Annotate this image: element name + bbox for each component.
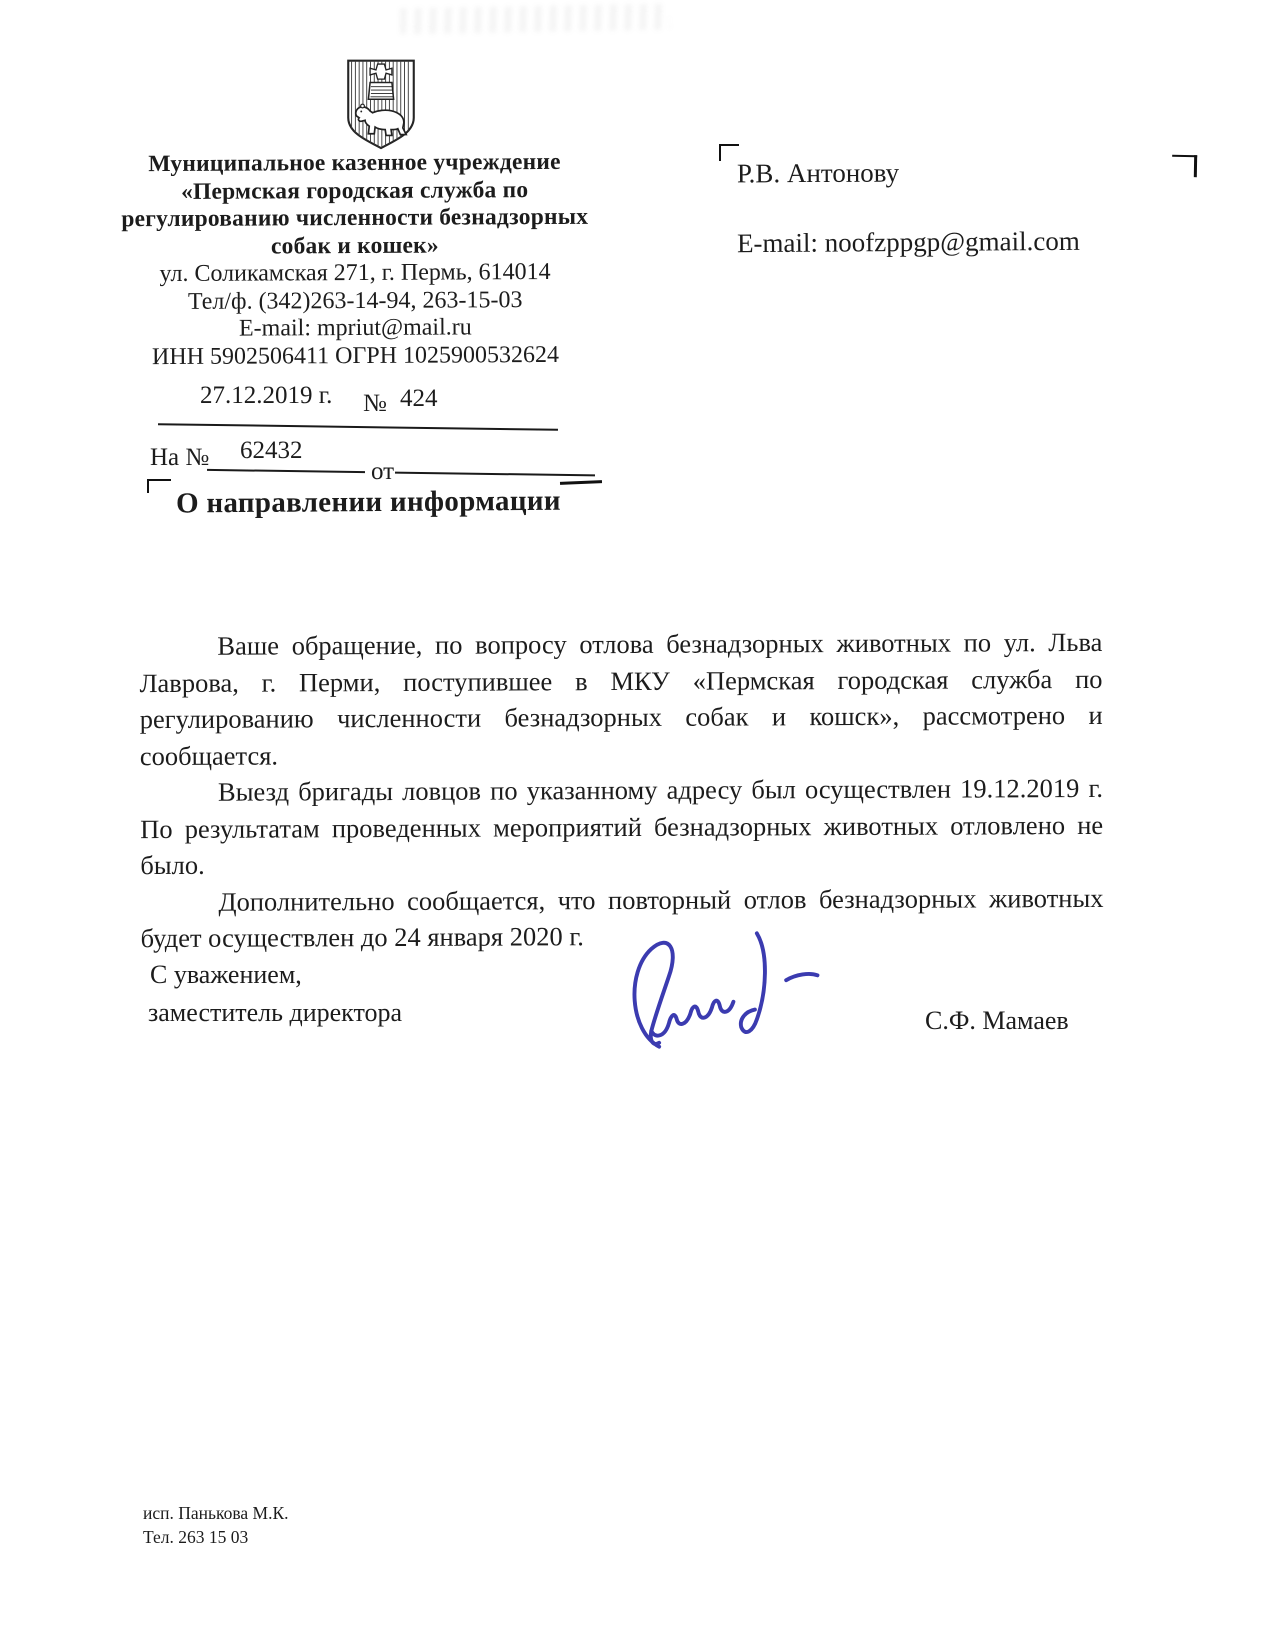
org-email: E-mail: mpriut@mail.ru: [238, 314, 472, 342]
org-address: ул. Соликамская 271, г. Пермь, 614014: [159, 258, 551, 288]
reference-underline: [207, 469, 365, 473]
handwritten-signature: [622, 920, 837, 1060]
subject-corner-mark: [147, 479, 171, 493]
org-name-line: регулированию численности безнадзорных: [121, 203, 589, 233]
recipient-name: Р.В. Антонову: [736, 157, 900, 189]
signer-position: заместитель директора: [148, 998, 403, 1027]
org-inn-ogrn: ИНН 5902506411 ОГРН 1025900532624: [151, 341, 560, 370]
letter-number: 424: [400, 385, 438, 412]
subject-line: О направлении информации: [175, 484, 561, 520]
letter-body: [139, 624, 1103, 957]
sender-block: [111, 149, 598, 372]
address-zone-corner-mark: [1172, 155, 1197, 177]
incoming-number: 62432: [240, 437, 303, 464]
org-name-line: Муниципальное казенное учреждение: [148, 148, 561, 178]
org-name-line: собак и кошек»: [270, 232, 439, 259]
signer-name: С.Ф. Мамаев: [925, 1006, 1069, 1035]
executor-phone: Тел. 263 15 03: [143, 1527, 249, 1547]
scan-artifact: [400, 4, 670, 35]
reference-underline: [395, 472, 595, 477]
letter-date: 27.12.2019 г.: [200, 382, 333, 409]
gospel-book-icon: [368, 83, 393, 100]
body-paragraph: Дополнительно сообщается, что повторный отлов безнадзорных животных будет осуществлен до 24 января 2020 г.: [140, 882, 1104, 954]
body-paragraph: Ваше обращение, по вопросу отлова безнадзорных животных по ул. Льва Лаврова, г. Перми, поступившее в МКУ «Пермская городская служба по регулированию численности безнадзорных собак и кошск», рассмотрено и сообщается.: [139, 626, 1103, 771]
body-paragraph: Выезд бригады ловцов по указанному адресу был осуществлен 19.12.2019 г. По результатам проведенных мероприятий безнадзорных животных отловлено не было.: [140, 772, 1104, 881]
number-label: №: [363, 390, 387, 417]
org-name-line: «Пермская городская служба по: [180, 176, 529, 205]
recipient-email: E-mail: noofzppgp@gmail.com: [736, 225, 1080, 259]
closing-salutation: С уважением,: [150, 960, 302, 989]
executor-name: исп. Панькова М.К.: [143, 1503, 289, 1523]
org-phone: Тел/ф. (342)263-14-94, 263-15-03: [187, 286, 523, 315]
reference-underline: [158, 423, 558, 431]
perm-coat-of-arms-icon: [339, 52, 423, 155]
from-label: от: [371, 458, 395, 485]
incoming-number-label: На №: [150, 444, 210, 471]
